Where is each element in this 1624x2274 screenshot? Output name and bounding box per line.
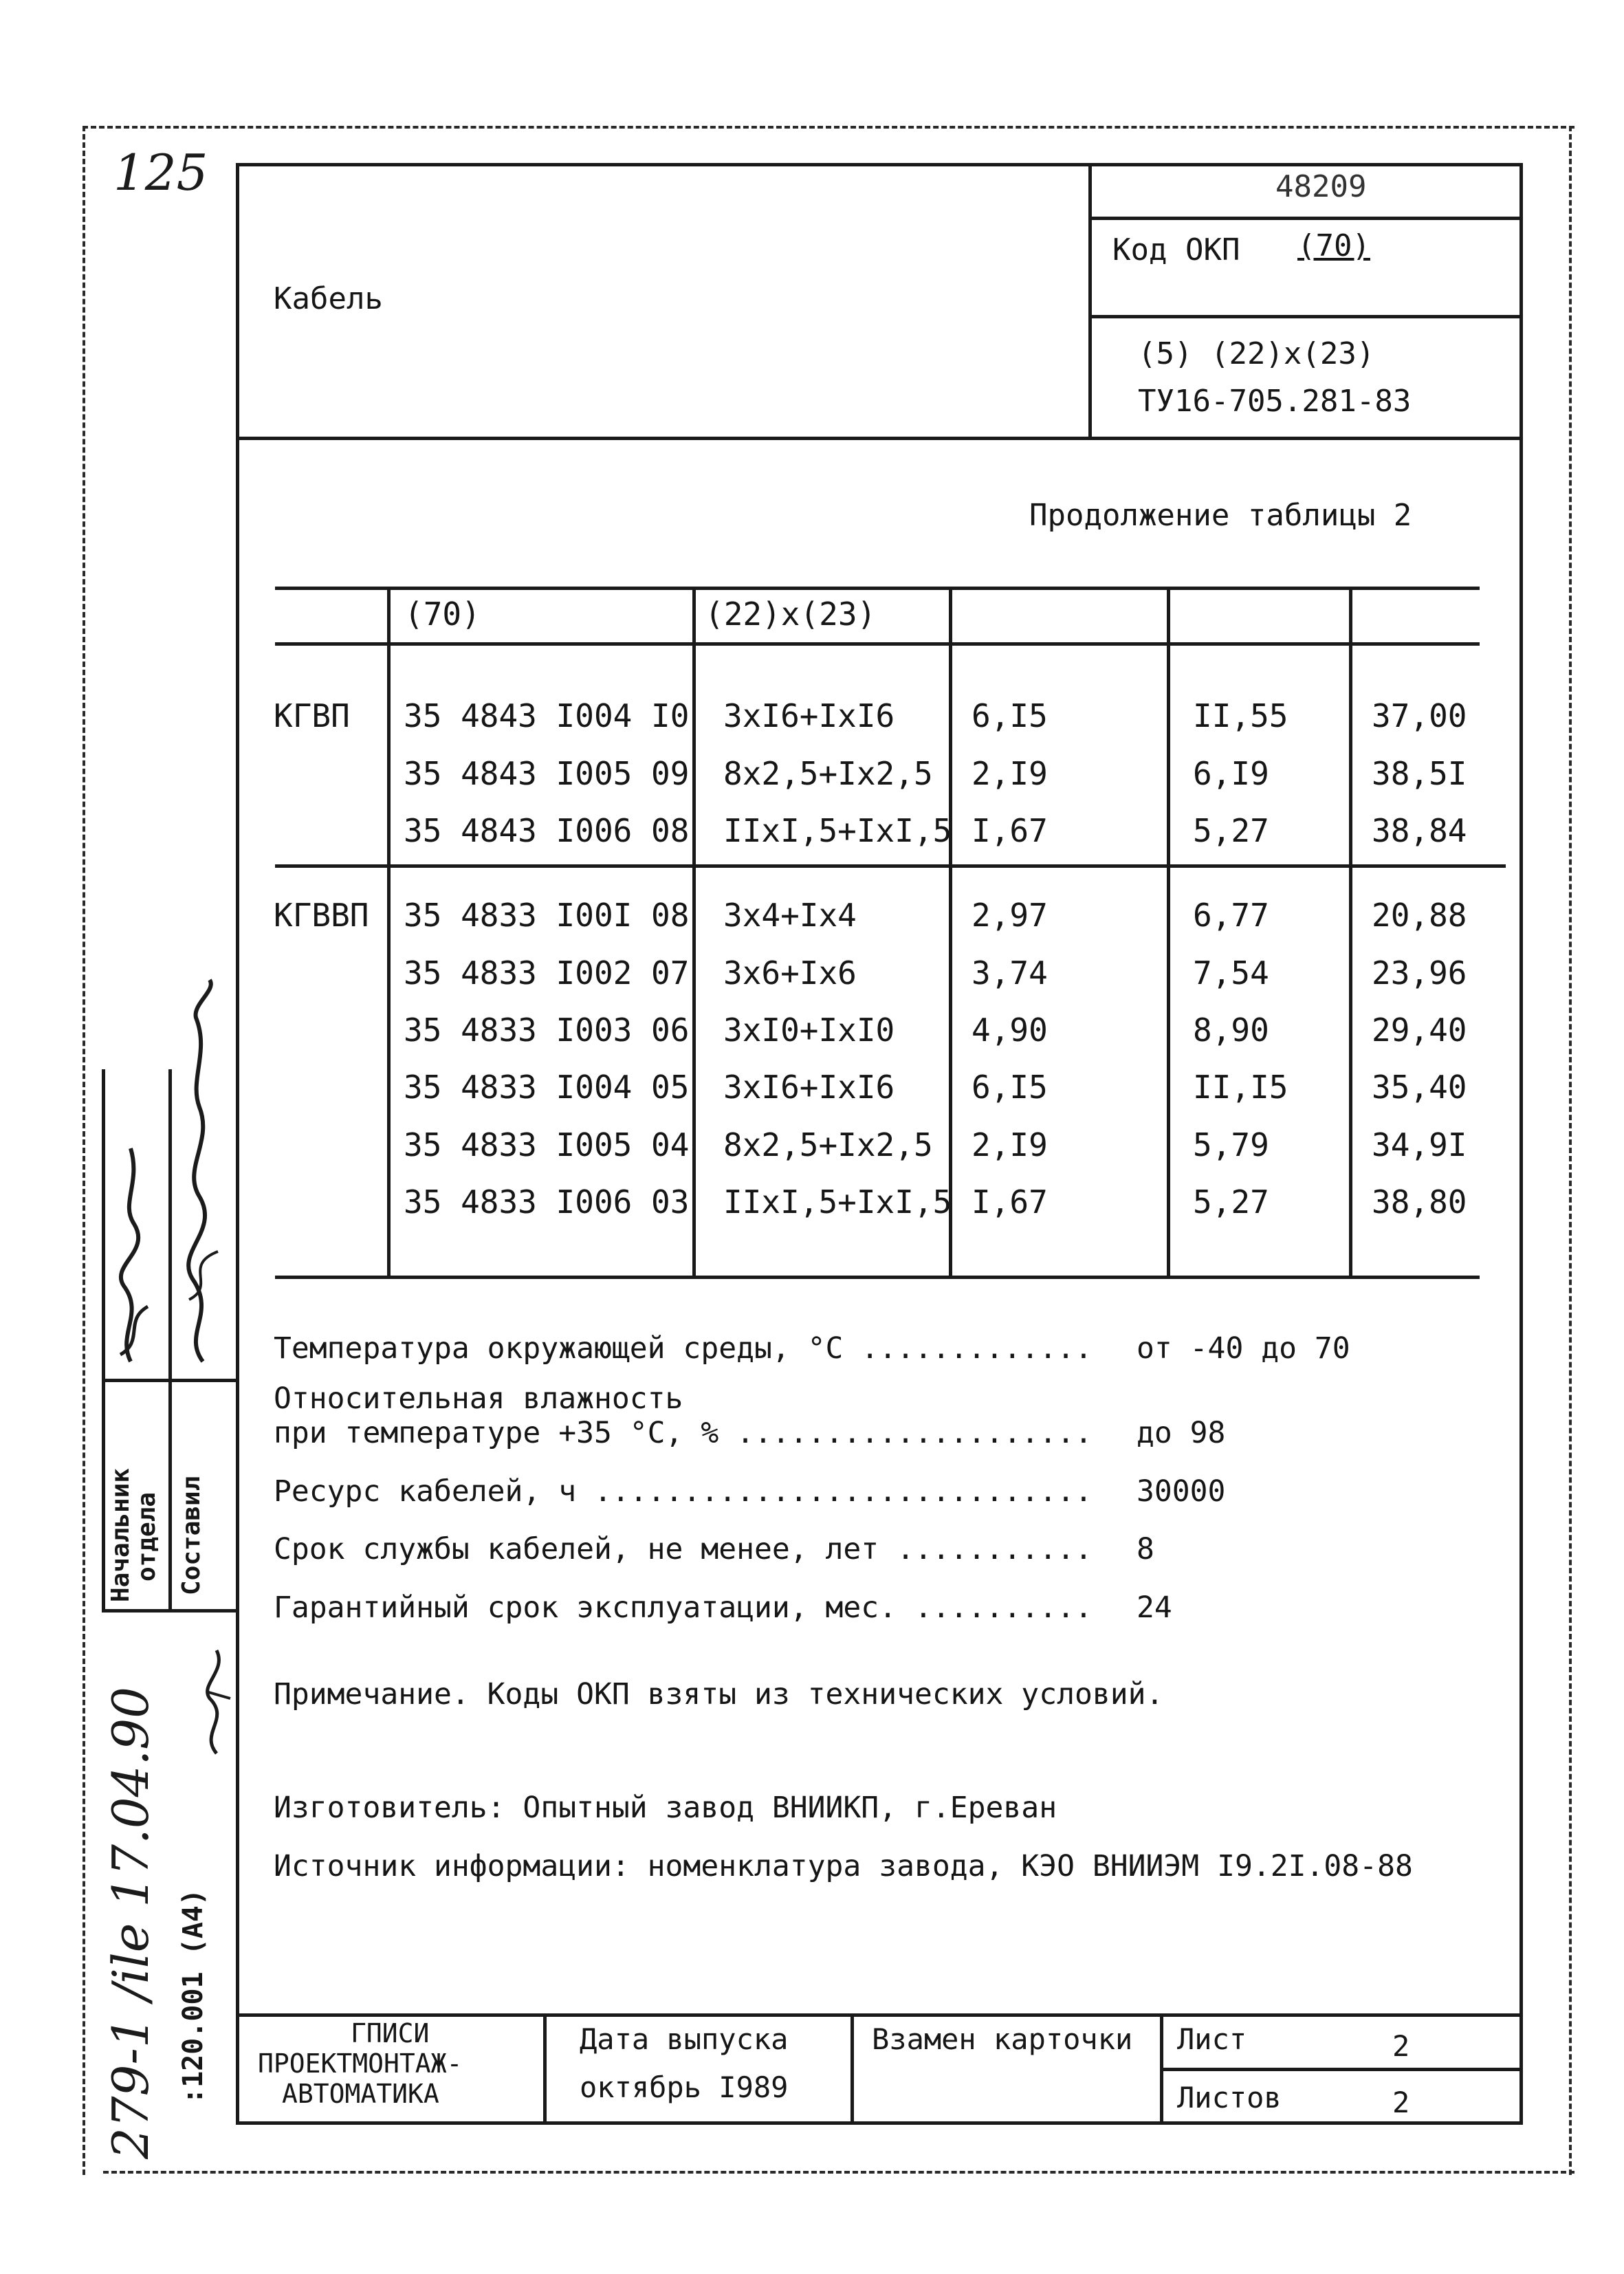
sheet-label: Лист: [1177, 2022, 1247, 2056]
table-cell: 6,I5: [972, 1069, 1048, 1106]
table-cell: 5,27: [1193, 812, 1269, 849]
warranty-label: Гарантийный срок эксплуатации, мес. ..........: [274, 1590, 1093, 1625]
table-cell: I,67: [972, 812, 1048, 849]
source-text: Источник информации: номенклатура завода, КЭО ВНИИЭМ I9.2I.08-88: [274, 1849, 1413, 1883]
table-cell: 8,90: [1193, 1012, 1269, 1049]
signature-author: [168, 976, 237, 1375]
release-label: Дата выпуска: [580, 2022, 789, 2056]
table-cell: 5,79: [1193, 1126, 1269, 1163]
group-name: КГВП: [274, 697, 350, 734]
table-cell: 20,88: [1372, 897, 1467, 934]
format-code: :120.001 (A4): [177, 1888, 209, 2104]
author-label: Составил: [177, 1476, 206, 1595]
humidity-label-2: при температуре +35 °C, % ....................: [274, 1416, 1093, 1450]
table-cell: 8x2,5+Ix2,5: [723, 1126, 933, 1163]
table-cell: 3xI6+IxI6: [723, 697, 895, 734]
table-cell: 6,77: [1193, 897, 1269, 934]
table-cell: 3xI6+IxI6: [723, 1069, 895, 1106]
table-cell: 35 4833 I006 03: [404, 1183, 690, 1221]
table-cell: 35 4833 I003 06: [404, 1012, 690, 1049]
table-cell: IIxI,5+IxI,5: [723, 812, 952, 849]
table-cell: 7,54: [1193, 954, 1269, 992]
head-label-2: отдела: [133, 1491, 161, 1582]
table-cell: 6,I5: [972, 697, 1048, 734]
org-line1: ГПИСИ: [351, 2018, 430, 2048]
table-cell: 35 4833 I002 07: [404, 954, 690, 992]
handwritten-date: 279-1 /ile 17.04.90: [102, 1687, 160, 2159]
table-cell: 38,84: [1372, 812, 1467, 849]
life-value: 8: [1137, 1532, 1154, 1566]
table-cell: 38,80: [1372, 1183, 1467, 1221]
table-cell: 35 4843 I006 08: [404, 812, 690, 849]
table-cell: 3x6+Ix6: [723, 954, 857, 992]
temp-value: от -40 до 70: [1137, 1331, 1350, 1366]
org-line3: АВТОМАТИКА: [282, 2079, 439, 2109]
table-cell: 34,9I: [1372, 1126, 1467, 1163]
replaces-label: Взамен карточки: [872, 2022, 1133, 2056]
life-label: Срок службы кабелей, не менее, лет ...........: [274, 1532, 1093, 1566]
table-cell: 23,96: [1372, 954, 1467, 992]
okp-label: Код ОКП: [1112, 232, 1240, 267]
table-caption: Продолжение таблицы 2: [1029, 498, 1412, 533]
table-cell: 35 4833 I004 05: [404, 1069, 690, 1106]
tu-number: ТУ16-705.281-83: [1138, 384, 1412, 419]
group-name: КГВВП: [274, 897, 369, 934]
form-frame-right: [1519, 163, 1523, 2125]
release-date: октябрь I989: [580, 2070, 789, 2104]
table-cell: 3x4+Ix4: [723, 897, 857, 934]
table-cell: 35 4833 I00I 08: [404, 897, 690, 934]
signature-head: [103, 1128, 168, 1375]
table-cell: I,67: [972, 1183, 1048, 1221]
manufacturer-text: Изготовитель: Опытный завод ВНИИКП, г.Ереван: [274, 1791, 1057, 1825]
sheet-value: 2: [1392, 2029, 1410, 2063]
table-cell: II,55: [1193, 697, 1288, 734]
table-cell: 5,27: [1193, 1183, 1269, 1221]
temp-label: Температура окружающей среды, °C .............: [274, 1331, 1093, 1366]
table-header-size: (22)x(23): [705, 595, 877, 633]
warranty-value: 24: [1137, 1590, 1172, 1625]
table-cell: 3xI0+IxI0: [723, 1012, 895, 1049]
resource-value: 30000: [1137, 1474, 1226, 1509]
okp-ref: (70): [1297, 228, 1370, 263]
table-header-okp: (70): [404, 595, 481, 633]
size-ref: (5) (22)x(23): [1138, 336, 1375, 371]
table-cell: IIxI,5+IxI,5: [723, 1183, 952, 1221]
table-cell: 35,40: [1372, 1069, 1467, 1106]
table-cell: 35 4843 I005 09: [404, 755, 690, 792]
humidity-label-1: Относительная влажность: [274, 1381, 683, 1416]
sheets-value: 2: [1392, 2086, 1410, 2119]
table-cell: 29,40: [1372, 1012, 1467, 1049]
table-cell: 2,I9: [972, 1126, 1048, 1163]
head-label-1: Начальник: [107, 1467, 135, 1602]
table-cell: 2,I9: [972, 755, 1048, 792]
corner-handwritten-number: 125: [113, 144, 208, 201]
table-cell: II,I5: [1193, 1069, 1288, 1106]
table-cell: 35 4843 I004 I0: [404, 697, 690, 734]
table-cell: 8x2,5+Ix2,5: [723, 755, 933, 792]
product-name: Кабель: [274, 281, 383, 316]
table-cell: 38,5I: [1372, 755, 1467, 792]
table-cell: 37,00: [1372, 697, 1467, 734]
table-cell: 4,90: [972, 1012, 1048, 1049]
resource-label: Ресурс кабелей, ч ............................: [274, 1474, 1093, 1509]
table-cell: 6,I9: [1193, 755, 1269, 792]
table-cell: 2,97: [972, 897, 1048, 934]
humidity-value: до 98: [1137, 1416, 1226, 1450]
org-line2: ПРОЕКТМОНТАЖ-: [258, 2048, 463, 2079]
doc-number: 48209: [1275, 169, 1367, 204]
table-cell: 35 4833 I005 04: [404, 1126, 690, 1163]
sheets-label: Листов: [1177, 2081, 1282, 2114]
table-cell: 3,74: [972, 954, 1048, 992]
small-signature: [193, 1637, 241, 1760]
note-text: Примечание. Коды ОКП взяты из технических условий.: [274, 1677, 1164, 1712]
